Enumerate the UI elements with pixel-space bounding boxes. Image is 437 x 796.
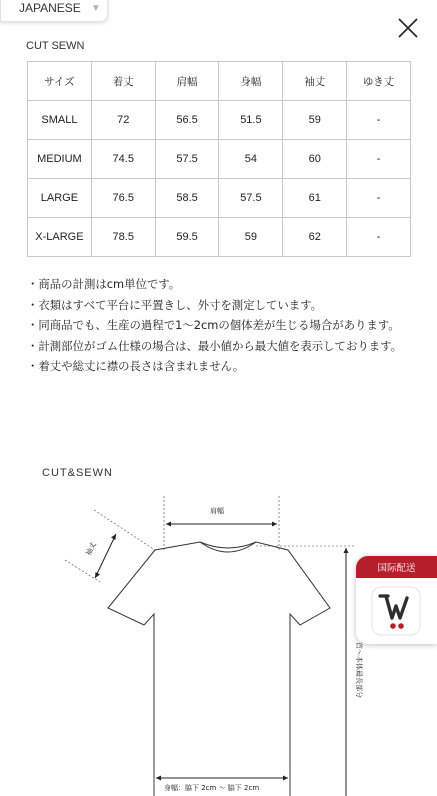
table-cell: 61: [283, 179, 347, 218]
sleeve-arrow: [95, 534, 116, 578]
table-cell: 76.5: [91, 179, 155, 218]
header-size: サイズ: [28, 62, 92, 101]
table-cell: 56.5: [155, 101, 219, 140]
intl-banner: 国际配送: [356, 556, 437, 578]
table-cell: -: [347, 101, 411, 140]
language-select-value: JAPANESE: [19, 1, 81, 15]
size-chart-title: CUT SEWN: [26, 40, 85, 52]
note-line: ・衣類はすべて平台に平置きし、外寸を測定しています。: [27, 297, 323, 312]
tshirt-measurement-diagram: [60, 490, 370, 796]
header-yuki: ゆき丈: [347, 62, 411, 101]
table-cell: LARGE: [28, 179, 92, 218]
shoulder-label: 肩幅: [210, 507, 224, 515]
table-cell: 54: [219, 140, 283, 179]
table-row: [28, 179, 411, 218]
note-line: ・同商品でも、生産の過程で1〜2cmの個体差が生じる場合があります。: [27, 318, 400, 332]
tshirt-collar: [200, 542, 256, 552]
table-cell: 72: [91, 101, 155, 140]
note-line: ・商品の計測はcm単位です。: [27, 277, 181, 291]
table-row: [28, 218, 411, 257]
table-cell: -: [347, 140, 411, 179]
header-length: 着丈: [91, 62, 155, 101]
table-cell: 59.5: [155, 218, 219, 257]
size-table: [27, 61, 411, 257]
table-cell: -: [347, 218, 411, 257]
close-icon[interactable]: [397, 17, 419, 39]
table-cell: 59: [219, 218, 283, 257]
table-header-row: [28, 62, 411, 101]
note-line: ・計測部位がゴム仕様の場合は、最小値から最大値を表示しております。: [27, 338, 402, 353]
cart-logo-icon: [369, 584, 423, 640]
table-cell: -: [347, 179, 411, 218]
chest-label: 身幅：脇下 2cm 〜 脇下 2cm: [164, 784, 260, 792]
table-cell: 57.5: [155, 140, 219, 179]
size-notes: [27, 274, 417, 377]
note-line: ・着丈や総丈に襟の長さは含まれません。: [27, 359, 245, 373]
table-cell: 57.5: [219, 179, 283, 218]
table-cell: X-LARGE: [28, 218, 92, 257]
table-cell: SMALL: [28, 101, 92, 140]
chevron-down-icon: ▼: [90, 2, 101, 14]
table-cell: 58.5: [155, 179, 219, 218]
table-cell: 60: [283, 140, 347, 179]
table-cell: 74.5: [91, 140, 155, 179]
tshirt-outline: [108, 542, 330, 796]
length-label: 首〜本体最長部分: [355, 642, 363, 698]
table-cell: 59: [283, 101, 347, 140]
diagram-title: CUT&SEWN: [42, 467, 113, 479]
international-shipping-widget[interactable]: [356, 556, 437, 644]
header-sleeve: 袖丈: [283, 62, 347, 101]
language-select[interactable]: [0, 0, 108, 22]
table-cell: 62: [283, 218, 347, 257]
table-row: [28, 140, 411, 179]
sleeve-label: 袖丈: [84, 540, 98, 557]
table-cell: 51.5: [219, 101, 283, 140]
table-cell: MEDIUM: [28, 140, 92, 179]
table-row: [28, 101, 411, 140]
header-chest: 身幅: [219, 62, 283, 101]
header-shoulder: 肩幅: [155, 62, 219, 101]
table-cell: 78.5: [91, 218, 155, 257]
